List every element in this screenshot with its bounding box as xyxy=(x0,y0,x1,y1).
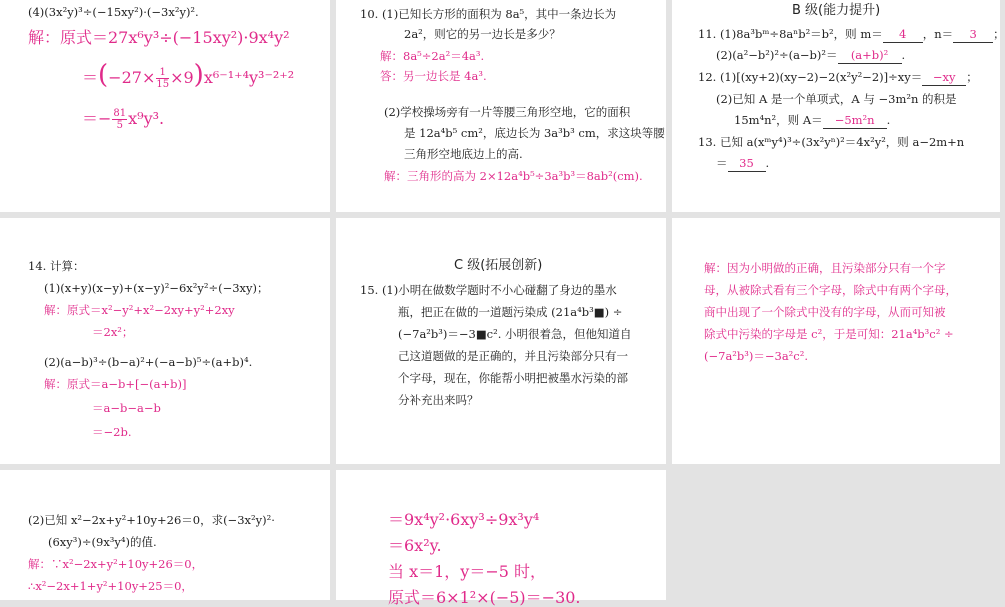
solution-line-3 xyxy=(82,102,164,136)
q11-1-mid: ，n＝ xyxy=(922,27,954,41)
q15-line-6: 分补充出来吗？ xyxy=(398,393,479,407)
panel-q4-solution xyxy=(0,0,330,212)
q15-line-2: 瓶，把正在做的一道题污染成 (21a⁴b³■) ÷ xyxy=(398,305,623,319)
q15-answer-1: 解：因为小明做的正确，且污染部分只有一个字 xyxy=(704,261,946,275)
q15-line-5: 个字母，现在，你能帮小明把被墨水污染的部 xyxy=(398,371,628,385)
panel-q15-answer xyxy=(672,218,1000,464)
q12-2-text: 15m⁴n²，则 A＝ xyxy=(734,113,823,127)
open-paren: ( xyxy=(98,60,109,90)
continued-line-1: ＝9x⁴y²·6xy³÷9x³y⁴ xyxy=(388,510,540,529)
q12-1-text: 12. (1)[(xy+2)(xy−2)−2(x²y²−2)]÷xy＝ xyxy=(698,70,923,84)
q12-2-line-2 xyxy=(734,112,890,129)
fraction-81-5 xyxy=(112,108,127,131)
fraction-denominator: 5 xyxy=(116,120,123,131)
q10-line-2: 2a²，则它的另一边长是多少？ xyxy=(404,27,561,41)
section-title-b: B 级(能力提升) xyxy=(792,3,881,18)
q14-1-answer-2: ＝2x²； xyxy=(92,325,134,339)
q12-2-line-1: (2)已知 A 是一个单项式，A 与 −3m²n 的积是 xyxy=(716,92,957,106)
panel-level-c xyxy=(336,218,666,464)
q15-2-answer-1: 解：∵x²−2x+y²+10y+26＝0， xyxy=(28,557,204,571)
q15-2-line-2: (6xy³)÷(9x³y⁴)的值. xyxy=(48,535,157,549)
q10-2-line-1: (2)学校操场旁有一片等腰三角形空地，它的面积 xyxy=(384,105,631,119)
q10-answer-2: 答：另一边长是 4a³. xyxy=(380,69,487,83)
q15-2-answer-2: ∴x²−2x+1+y²+10y+25＝0， xyxy=(28,579,193,593)
q12-1 xyxy=(698,69,978,86)
q11-1-end: ； xyxy=(993,27,1005,41)
q14-1-answer-1: 解：原式＝x²−y²+x²−2xy+y²+2xy xyxy=(44,303,235,317)
q13-end: . xyxy=(765,156,770,170)
q14-title: 14. 计算： xyxy=(28,259,85,273)
q14-2: (2)(a−b)³÷(b−a)²+(−a−b)⁵÷(a+b)⁴. xyxy=(44,355,253,369)
fraction-numerator: 1 xyxy=(156,67,169,79)
continued-line-2: ＝6x²y. xyxy=(388,536,442,555)
result-term: x⁹y³. xyxy=(128,109,165,128)
close-paren: ) xyxy=(193,60,204,90)
fraction-denominator: 15 xyxy=(156,79,170,90)
q15-2-line-1: (2)已知 x²−2x+y²+10y+26＝0，求(−3x²y)²· xyxy=(28,513,275,527)
q13-line-2 xyxy=(716,155,769,172)
continued-line-3: 当 x＝1，y＝−5 时， xyxy=(388,562,547,581)
answer-blank-q13: 35 xyxy=(728,155,766,172)
q15-answer-2: 母，从被除式看有三个字母，除式中有两个字母， xyxy=(704,283,957,297)
q14-2-answer-2: ＝a−b−a−b xyxy=(92,401,161,415)
q12-1-end: ； xyxy=(966,70,978,84)
q10-line-1: 10. (1)已知长方形的面积为 8a⁵，其中一条边长为 xyxy=(360,7,617,21)
q11-2-text: (2)(a²−b²)²÷(a−b)²＝ xyxy=(716,48,838,62)
section-title-c: C 级(拓展创新) xyxy=(454,258,543,273)
q13-eq: ＝ xyxy=(716,156,728,170)
panel-q15-2 xyxy=(0,470,330,600)
q15-answer-4: 除式中污染的字母是 c²，于是可知：21a⁴b³c² ÷ xyxy=(704,327,954,341)
solution-line-1: 解：原式＝27x⁶y³÷(−15xy²)·9x⁴y² xyxy=(28,28,290,47)
q11-2-end: . xyxy=(901,48,906,62)
fraction-numerator: 81 xyxy=(113,108,127,119)
q10-2-line-2: 是 12a⁴b⁵ cm²，底边长为 3a³b³ cm，求这块等腰 xyxy=(404,126,665,140)
q15-line-3: (−7a²b³)＝−3■c². 小明很着急，但他知道自 xyxy=(398,327,632,341)
q14-1: (1)(x+y)(x−y)+(x−y)²−6x²y²÷(−3xy)； xyxy=(44,281,269,295)
panel-q10 xyxy=(336,0,666,212)
q15-line-4: 己这道题做的是正确的，并且污染部分只有一 xyxy=(398,349,628,363)
exponent-term: x⁶⁻¹⁺⁴y³⁻²⁺² xyxy=(203,68,295,87)
q11-1-text: 11. (1)8a³bᵐ÷8aⁿb²＝b²，则 m＝ xyxy=(698,27,883,41)
answer-blank-q12-1: −xy xyxy=(922,69,966,86)
q10-2-answer: 解：三角形的高为 2×12a⁴b⁵÷3a³b³＝8ab²(cm). xyxy=(384,169,643,183)
q12-2-end: . xyxy=(886,113,891,127)
q14-2-answer-3: ＝−2b. xyxy=(92,425,132,439)
q10-answer-1: 解：8a⁵÷2a²＝4a³. xyxy=(380,49,485,63)
q11-2 xyxy=(716,47,905,64)
q13-line-1: 13. 已知 a(xᵐy⁴)³÷(3x²yⁿ)²＝4x²y²，则 a−2m+n xyxy=(698,135,965,149)
eq-minus: ＝− xyxy=(82,109,112,128)
term-times-9: ×9 xyxy=(170,68,194,87)
question-4: (4)(3x²y)³÷(−15xy²)·(−3x²y)². xyxy=(28,5,199,19)
continued-line-4: 原式＝6×1²×(−5)＝−30. xyxy=(388,588,581,607)
q15-answer-3: 商中出现了一个除式中没有的字母，从而可知被 xyxy=(704,305,946,319)
q11-1 xyxy=(698,26,1005,43)
panel-q15-2-continued xyxy=(336,470,666,607)
panel-q14 xyxy=(0,218,330,464)
eq-sign: ＝ xyxy=(82,68,99,87)
term: −27× xyxy=(108,68,156,87)
q14-2-answer-1: 解：原式＝a−b+[−(a+b)] xyxy=(44,377,187,391)
empty-panel xyxy=(672,470,1000,600)
answer-blank-m: 4 xyxy=(883,26,923,43)
q15-line-1: 15. (1)小明在做数学题时不小心碰翻了身边的墨水 xyxy=(360,283,617,297)
q15-answer-5: (−7a²b³)＝−3a²c². xyxy=(704,349,808,363)
answer-blank-q11-2: (a+b)² xyxy=(838,47,902,64)
panel-level-b xyxy=(672,0,1005,212)
solution-line-2 xyxy=(82,58,294,92)
answer-blank-q12-2: −5m²n xyxy=(823,112,887,129)
q10-2-line-3: 三角形空地底边上的高. xyxy=(404,147,523,161)
fraction-1-15 xyxy=(156,67,169,90)
answer-blank-n: 3 xyxy=(953,26,993,43)
